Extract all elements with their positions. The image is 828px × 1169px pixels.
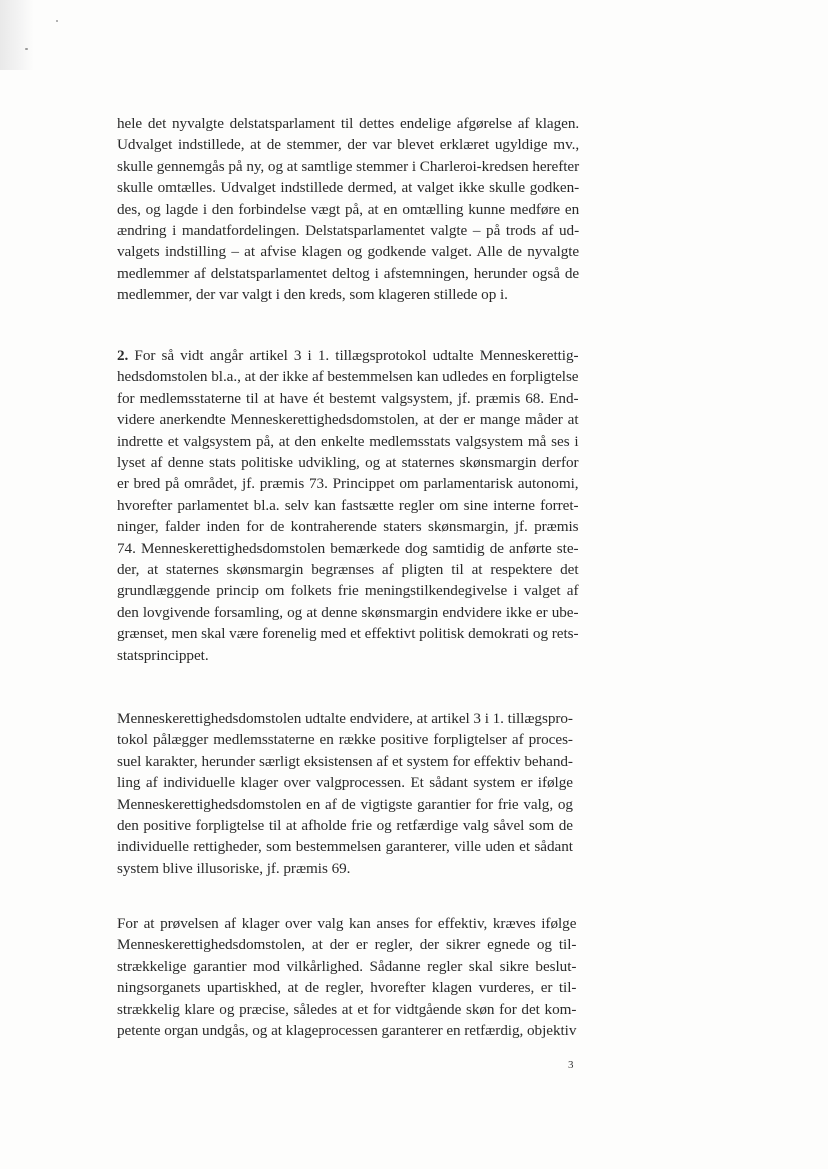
- text-line: Menneskerettighedsdomstolen, at der er regler, der sikrer egnede og til-: [117, 936, 577, 954]
- text-line: skulle omtælles. Udvalget indstillede dermed, at valget ikke skulle godken-: [117, 179, 580, 197]
- scan-edge-shadow: [0, 0, 34, 70]
- text-line: tokol pålægger medlemsstaterne en række positive forpligtelser af proces-: [117, 731, 573, 749]
- text-line: statsprincippet.: [117, 646, 209, 664]
- text-line: [117, 345, 579, 366]
- text-line: grundlæggende princip om folkets frie meningstilkendegivelse i valget af: [117, 582, 579, 600]
- text-line: der, at staternes skønsmargin begrænses af pligten til at respektere det: [117, 561, 579, 579]
- text-line: individuelle rettigheder, som bestemmelsen garanterer, ville uden et sådant: [117, 838, 573, 856]
- text-line: medlemmer af delstatsparlamentet deltog i afstemningen, herunder også de: [117, 264, 580, 282]
- paragraph-4: [117, 913, 576, 1041]
- text-line: skulle gennemgås på ny, og at samtlige stemmer i Charleroi-kredsen herefter: [117, 157, 580, 175]
- text-line: medlemmer, der var valgt i den kreds, som klageren stillede op i.: [117, 286, 508, 304]
- page-number: 3: [568, 1059, 574, 1071]
- text-line: den lovgivende forsamling, og at denne skønsmargin endvidere ikke er ube-: [117, 603, 579, 621]
- text-line: ændring i mandatfordelingen. Delstatsparlamentet valgte – på trods af ud-: [117, 222, 580, 240]
- text-line: indrette et valgsystem på, at den enkelte medlemsstats valgsystem må ses i: [117, 432, 579, 450]
- scan-speck: [25, 48, 28, 50]
- text-line: videre anerkendte Menneskerettighedsdomstolen, at der er mange måder at: [117, 411, 579, 429]
- text-line: petente organ undgås, og at klageprocessen garanterer en retfærdig, objektiv: [117, 1022, 577, 1040]
- scan-speck: [56, 20, 58, 22]
- text-line: 74. Menneskerettighedsdomstolen bemærkede dog samtidig de anførte ste-: [117, 539, 579, 557]
- text-line: hele det nyvalgte delstatsparlament til dettes endelige afgørelse af klagen.: [117, 115, 580, 132]
- text-line: For at prøvelsen af klager over valg kan anses for effektiv, kræves ifølge: [117, 915, 577, 932]
- text-line: Menneskerettighedsdomstolen udtalte endvidere, at artikel 3 i 1. tillægspro-: [117, 710, 573, 727]
- text-line: valgets indstilling – at afvise klagen og godkende valget. Alle de nyvalgte: [117, 243, 580, 261]
- text-line: for medlemsstaterne til at have ét bestemt valgsystem, jf. præmis 68. End-: [117, 389, 579, 407]
- text-line: ninger, falder inden for de kontraherende staters skønsmargin, jf. præmis: [117, 518, 579, 536]
- text-line: er bred på området, jf. præmis 73. Princippet om parlamentarisk autonomi,: [117, 475, 579, 493]
- text-line: grænset, men skal være forenelig med et effektivt politisk demokrati og rets-: [117, 625, 579, 643]
- paragraph-1: [117, 113, 579, 306]
- text-line-content: For så vidt angår artikel 3 i 1. tillægsprotokol udtalte Menneskerettig-: [134, 347, 579, 364]
- text-line: ningsorganets upartiskhed, at de regler, hvorefter klagen vurderes, er til-: [117, 979, 577, 997]
- paragraph-2: [117, 345, 579, 666]
- text-line: hedsdomstolen bl.a., at der ikke af bestemmelsen kan udledes en forpligtelse: [117, 368, 579, 386]
- section-number: 2.: [117, 347, 129, 364]
- paragraph-3: [117, 708, 573, 879]
- text-line: system blive illusoriske, jf. præmis 69.: [117, 859, 351, 877]
- text-line: strækkelig klare og præcise, således at et for vidtgående skøn for det kom-: [117, 1000, 577, 1018]
- text-line: ling af individuelle klager over valgprocessen. Et sådant system er ifølge: [117, 774, 573, 792]
- text-line: hvorefter parlamentet bl.a. selv kan fastsætte regler om sine interne forret-: [117, 496, 579, 514]
- text-line: Udvalget indstillede, at de stemmer, der var blevet erklæret ugyldige mv.,: [117, 136, 580, 154]
- text-line: Menneskerettighedsdomstolen en af de vigtigste garantier for frie valg, og: [117, 795, 573, 813]
- text-line: den positive forpligtelse til at afholde frie og retfærdige valg såvel som de: [117, 817, 573, 835]
- text-line: des, og lagde i den forbindelse vægt på, at en omtælling kunne medføre en: [117, 200, 580, 218]
- text-line: lyset af denne stats politiske udvikling, og at staternes skønsmargin derfor: [117, 454, 579, 472]
- text-line: suel karakter, herunder særligt eksistensen af et system for effektiv behand-: [117, 752, 573, 770]
- text-line: strækkelige garantier mod vilkårlighed. Sådanne regler skal sikre beslut-: [117, 957, 577, 975]
